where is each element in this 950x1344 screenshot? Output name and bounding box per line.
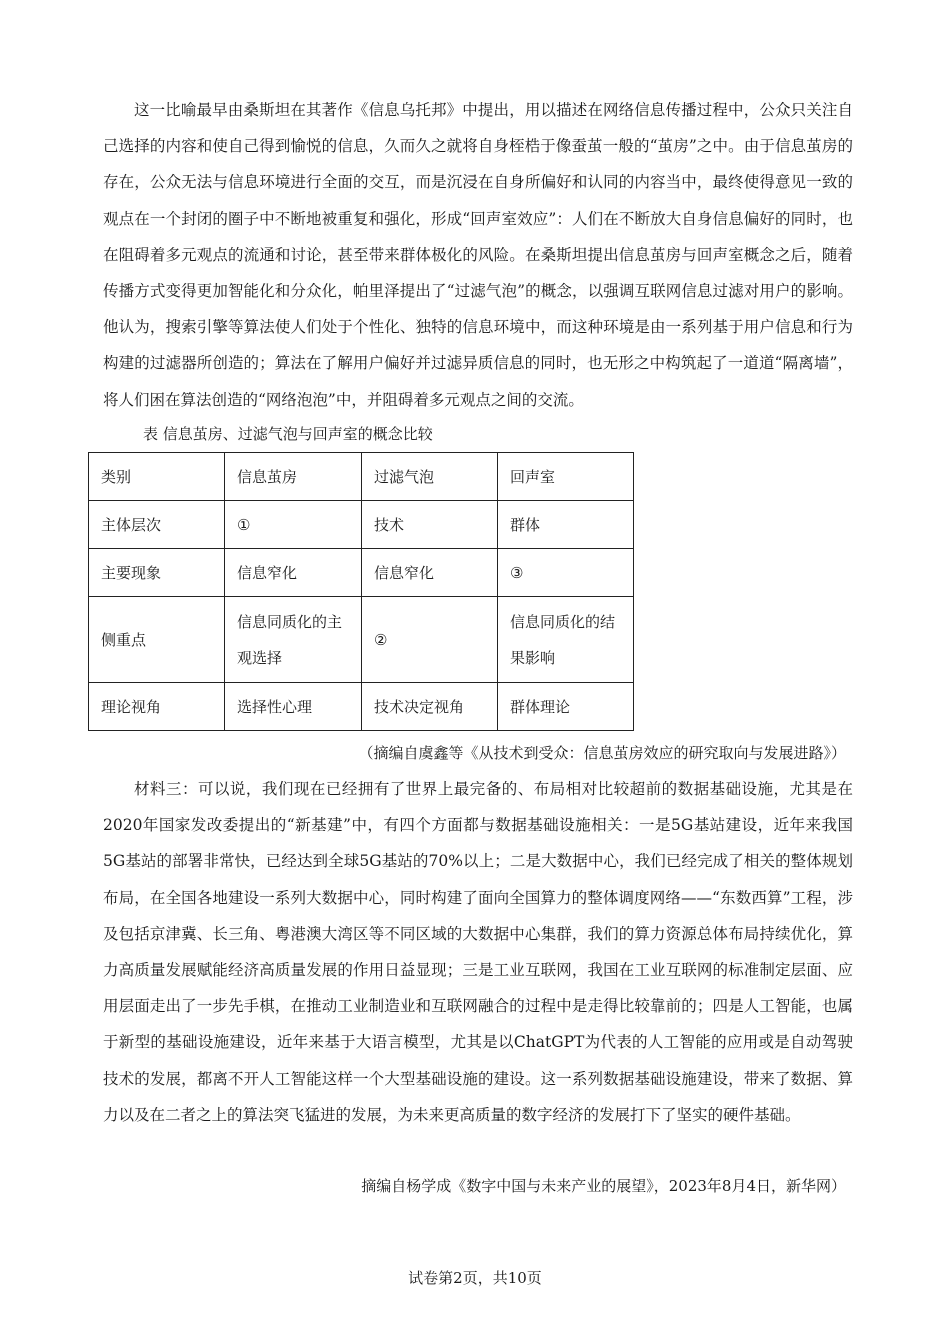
table-cell: 主要现象 [89, 549, 225, 597]
table-cell: 信息窄化 [362, 549, 498, 597]
table-cell: ③ [498, 549, 634, 597]
table-cell: ① [225, 501, 362, 549]
table-row [89, 501, 634, 549]
table-row [89, 453, 634, 501]
table-cell: 理论视角 [89, 683, 225, 731]
paragraph-cocoon-intro: 这一比喻最早由桑斯坦在其著作《信息乌托邦》中提出，用以描述在网络信息传播过程中，公众只关注自己选择的内容和使自己得到愉悦的信息，久而久之就将自身桎梏于像蚕茧一般的“茧房”之中。由于信息茧房的存在，公众无法与信息环境进行全面的交互，而是沉浸在自身所偏好和认同的内容当中，最终使得意见一致的观点在一个封闭的圈子中不断地被重复和强化，形成“回声室效应”：人们在不断放大自身信息偏好的同时，也在阻碍着多元观点的流通和讨论，甚至带来群体极化的风险。在桑斯坦提出信息茧房与回声室概念之后，随着传播方式变得更加智能化和分众化，帕里泽提出了“过滤气泡”的概念，以强调互联网信息过滤对用户的影响。他认为，搜索引擎等算法使人们处于个性化、独特的信息环境中，而这种环境是由一系列基于用户信息和行为构建的过滤器所创造的；算法在了解用户偏好并过滤异质信息的同时，也无形之中构筑起了一道道“隔离墙”，将人们困在算法创造的“网络泡泡”中，并阻碍着多元观点之间的交流。 [103, 101, 853, 409]
table-cell: 技术 [362, 501, 498, 549]
table-cell: 信息窄化 [225, 549, 362, 597]
source-citation-2: 摘编自杨学成《数字中国与未来产业的展望》，2023年8月4日，新华网） [361, 1177, 846, 1195]
concept-comparison-table [88, 452, 634, 731]
page-footer: 试卷第2页，共10页 [408, 1269, 542, 1287]
table-cell: 类别 [89, 453, 225, 501]
table-cell: 群体 [498, 501, 634, 549]
table-cell: 主体层次 [89, 501, 225, 549]
table-cell: 技术决定视角 [362, 683, 498, 731]
table-cell: 选择性心理 [225, 683, 362, 731]
table-caption: 表 信息茧房、过滤气泡与回声室的概念比较 [143, 425, 433, 443]
table-cell: 回声室 [498, 453, 634, 501]
table-cell: 侧重点 [89, 597, 225, 683]
table-cell: ② [362, 597, 498, 683]
table-row [89, 549, 634, 597]
table-row [89, 597, 634, 683]
table-row [89, 683, 634, 731]
table-cell: 信息同质化的结果影响 [498, 597, 634, 683]
table-cell: 群体理论 [498, 683, 634, 731]
paragraph-material-three: 材料三：可以说，我们现在已经拥有了世界上最完备的、布局相对比较超前的数据基础设施，尤其是在2020年国家发改委提出的“新基建”中，有四个方面都与数据基础设施相关：一是5G基站建设，近年来我国5G基站的部署非常快，已经达到全球5G基站的70%以上；二是大数据中心，我们已经完成了相关的整体规划布局，在全国各地建设一系列大数据中心，同时构建了面向全国算力的整体调度网络——“东数西算”工程，涉及包括京津冀、长三角、粤港澳大湾区等不同区域的大数据中心集群，我们的算力资源总体布局持续优化，算力高质量发展赋能经济高质量发展的作用日益显现；三是工业互联网，我国在工业互联网的标准制定层面、应用层面走出了一步先手棋，在推动工业制造业和互联网融合的过程中是走得比较靠前的；四是人工智能，也属于新型的基础设施建设，近年来基于大语言模型，尤其是以ChatGPT为代表的人工智能的应用或是自动驾驶技术的发展，都离不开人工智能这样一个大型基础设施的建设。这一系列数据基础设施建设，带来了数据、算力以及在二者之上的算法突飞猛进的发展，为未来更高质量的数字经济的发展打下了坚实的硬件基础。 [103, 780, 853, 1124]
table-cell: 信息茧房 [225, 453, 362, 501]
source-citation-1: （摘编自虞鑫等《从技术到受众：信息茧房效应的研究取向与发展进路》） [358, 744, 846, 762]
table-cell: 过滤气泡 [362, 453, 498, 501]
table-cell: 信息同质化的主观选择 [225, 597, 362, 683]
